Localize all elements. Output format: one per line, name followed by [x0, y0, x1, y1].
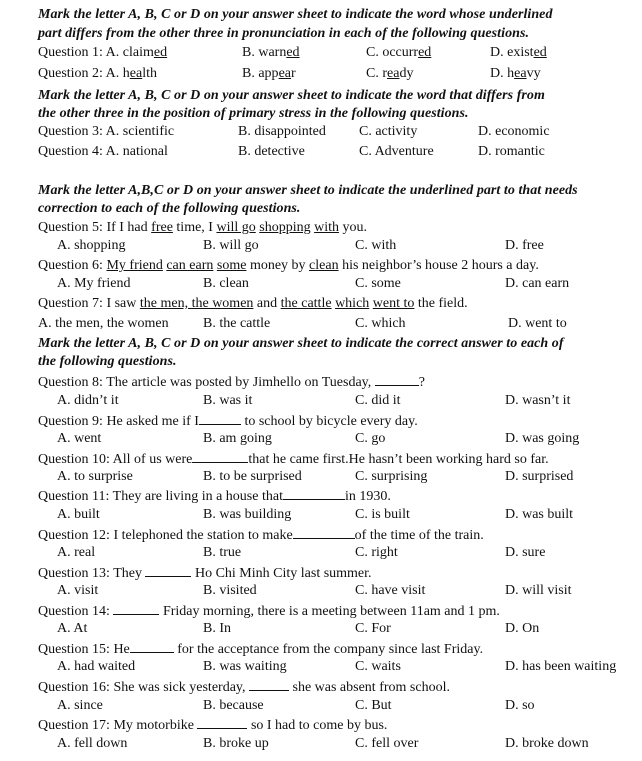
text-segment: to school by bicycle every day.: [240, 414, 418, 429]
answer-blank: [113, 602, 159, 615]
underlined-text: with: [314, 220, 339, 235]
option-a: Question 4: A. national: [38, 144, 168, 159]
answer-blank: [145, 564, 191, 577]
question-15-options: [0, 658, 642, 675]
option-b: B. the cattle: [203, 316, 271, 331]
underlined-text: ea: [278, 66, 291, 81]
option-a: A. had waited: [57, 659, 136, 674]
answer-blank: [375, 373, 419, 386]
answer-blank: [197, 716, 247, 729]
question-6-stem: [38, 257, 539, 274]
answer-blank: [192, 450, 248, 463]
option-d: D. free: [505, 238, 544, 253]
question-16-stem: [38, 678, 450, 696]
instruction-pronunciation-line-2: part differs from the other three in pronunciation in each of the following questions.: [38, 26, 529, 41]
option-a: [38, 44, 167, 61]
option-b: B. am going: [203, 431, 272, 446]
underlined-text: went to: [372, 296, 415, 311]
text-segment: for the acceptance from the company since last Friday.: [173, 642, 484, 657]
question-14-stem: [38, 602, 500, 620]
text-segment: vy: [526, 66, 541, 81]
question-6-options: [0, 275, 642, 292]
text-segment: Question 13: They: [38, 566, 146, 581]
option-c: C. which: [355, 316, 406, 331]
question-2: [0, 65, 642, 82]
option-c: [366, 65, 413, 82]
answer-blank: [199, 412, 241, 425]
question-14-options: [0, 620, 642, 637]
question-9-stem: [38, 412, 418, 430]
option-b: B. will go: [203, 238, 259, 253]
instruction-pronunciation-line-1: Mark the letter A, B, C or D on your answer sheet to indicate the word whose underlined: [38, 7, 553, 22]
option-d: D. can earn: [505, 276, 570, 291]
question-11-options: [0, 506, 642, 523]
option-a: A. fell down: [57, 736, 128, 751]
underlined-text: My friend: [106, 258, 163, 273]
underlined-text: ea: [129, 66, 143, 81]
question-3: [0, 123, 642, 140]
question-4: [0, 143, 642, 160]
text-segment: Question 9: He asked me if I: [38, 414, 199, 429]
option-d: D. has been waiting: [505, 659, 617, 674]
answer-blank: [130, 640, 174, 653]
option-d: D. wasn’t it: [505, 393, 571, 408]
text-segment: C. occurr: [366, 45, 419, 60]
question-8-stem: [38, 373, 425, 391]
question-13-options: [0, 582, 642, 599]
underlined-text: which: [335, 296, 370, 311]
option-d: [490, 65, 541, 82]
option-b: B. to be surprised: [203, 469, 302, 484]
option-b: B. detective: [238, 144, 305, 159]
question-7-options: [0, 315, 642, 332]
text-segment: money by: [246, 258, 310, 273]
question-5-stem: [38, 219, 367, 236]
option-a: A. real: [57, 545, 96, 560]
instruction-stress-line-1: Mark the letter A, B, C or D on your answer sheet to indicate the word that differs from: [38, 88, 545, 103]
question-8-options: [0, 392, 642, 409]
option-b: B. In: [203, 621, 231, 636]
text-segment: that he came first.He hasn’t been working hard so far.: [248, 452, 549, 467]
option-c: C. Adventure: [359, 144, 434, 159]
text-segment: dy: [399, 66, 414, 81]
option-b: B. disappointed: [238, 124, 326, 139]
question-16-options: [0, 697, 642, 714]
option-d: D. went to: [508, 316, 567, 331]
option-b: B. was waiting: [203, 659, 287, 674]
option-b: B. visited: [203, 583, 257, 598]
option-a: A. shopping: [57, 238, 126, 253]
text-segment: she was absent from school.: [289, 680, 450, 695]
text-segment: D. exist: [490, 45, 534, 60]
option-b: [242, 65, 296, 82]
option-c: C. activity: [359, 124, 418, 139]
text-segment: the field.: [414, 296, 468, 311]
instruction-error-line-2: correction to each of the following questions.: [38, 201, 301, 216]
option-a: A. My friend: [57, 276, 131, 291]
instruction-correct-line-2: the following questions.: [38, 354, 177, 369]
text-segment: Question 10: All of us were: [38, 452, 193, 467]
underlined-text: ea: [514, 66, 527, 81]
option-c: C. with: [355, 238, 397, 253]
option-d: D. broke down: [505, 736, 589, 751]
text-segment: Question 2: A. h: [38, 66, 130, 81]
question-12-options: [0, 544, 642, 561]
instruction-stress-line-2: the other three in the position of primary stress in the following questions.: [38, 106, 469, 121]
option-d: D. On: [505, 621, 540, 636]
option-a: A. built: [57, 507, 100, 522]
text-segment: and: [253, 296, 281, 311]
text-segment: ?: [418, 375, 425, 390]
text-segment: you.: [338, 220, 367, 235]
option-d: D. economic: [478, 124, 550, 139]
underlined-text: the cattle: [280, 296, 332, 311]
text-segment: B. warn: [242, 45, 287, 60]
option-c: [366, 44, 431, 61]
underlined-text: can earn: [166, 258, 214, 273]
text-segment: Question 15: He: [38, 642, 130, 657]
question-17-stem: [38, 716, 387, 734]
question-10-options: [0, 468, 642, 485]
underlined-text: the men, the women: [139, 296, 254, 311]
option-b: [242, 44, 300, 61]
underlined-text: will go: [216, 220, 256, 235]
question-1: [0, 44, 642, 61]
text-segment: Question 8: The article was posted by Jimhello on Tuesday,: [38, 375, 375, 390]
question-5-options: [0, 237, 642, 254]
answer-blank: [249, 678, 289, 691]
text-segment: Question 5: If I had: [38, 220, 152, 235]
option-d: D. was built: [505, 507, 574, 522]
option-a: A. to surprise: [57, 469, 133, 484]
text-segment: Question 11: They are living in a house that: [38, 489, 283, 504]
option-c: C. some: [355, 276, 401, 291]
text-segment: Question 1: A. claim: [38, 45, 154, 60]
text-segment: Question 6:: [38, 258, 107, 273]
text-segment: C. r: [366, 66, 387, 81]
option-c: C. For: [355, 621, 391, 636]
option-a: A. since: [57, 698, 103, 713]
text-segment: Question 16: She was sick yesterday,: [38, 680, 249, 695]
text-segment: his neighbor’s house 2 hours a day.: [338, 258, 539, 273]
answer-blank: [283, 487, 345, 500]
option-b: B. because: [203, 698, 264, 713]
option-d: D. so: [505, 698, 535, 713]
option-c: C. is built: [355, 507, 410, 522]
text-segment: Ho Chi Minh City last summer.: [191, 566, 372, 581]
question-12-stem: [38, 526, 484, 544]
text-segment: Question 12: I telephoned the station to make: [38, 528, 293, 543]
option-a: A. the men, the women: [38, 316, 169, 331]
underlined-text: some: [216, 258, 247, 273]
text-segment: in 1930.: [344, 489, 391, 504]
option-b: B. broke up: [203, 736, 269, 751]
option-d: D. surprised: [505, 469, 574, 484]
option-b: B. true: [203, 545, 242, 560]
option-c: C. fell over: [355, 736, 419, 751]
question-9-options: [0, 430, 642, 447]
underlined-text: shopping: [259, 220, 311, 235]
option-a: Question 3: A. scientific: [38, 124, 175, 139]
text-segment: r: [291, 66, 296, 81]
underlined-text: ed: [286, 45, 300, 60]
option-c: C. surprising: [355, 469, 428, 484]
option-a: A. At: [57, 621, 88, 636]
option-a: A. visit: [57, 583, 99, 598]
option-c: C. go: [355, 431, 386, 446]
instruction-correct-line-1: Mark the letter A, B, C or D on your answer sheet to indicate the correct answer to each of: [38, 336, 564, 351]
text-segment: Question 14:: [38, 604, 114, 619]
option-b: B. clean: [203, 276, 249, 291]
question-15-stem: [38, 640, 483, 658]
option-d: D. romantic: [478, 144, 545, 159]
text-segment: Friday morning, there is a meeting between 11am and 1 pm.: [159, 604, 500, 619]
option-d: D. will visit: [505, 583, 572, 598]
answer-blank: [293, 526, 355, 539]
question-10-stem: [38, 450, 549, 468]
instruction-error-line-1: Mark the letter A,B,C or D on your answer sheet to indicate the underlined part to that needs: [38, 183, 578, 198]
underlined-text: ed: [153, 45, 168, 60]
text-segment: so I had to come by bus.: [247, 718, 388, 733]
underlined-text: ed: [418, 45, 432, 60]
underlined-text: clean: [309, 258, 339, 273]
option-c: C. did it: [355, 393, 401, 408]
question-11-stem: [38, 487, 391, 505]
underlined-text: free: [151, 220, 173, 235]
option-a: A. went: [57, 431, 102, 446]
text-segment: lth: [142, 66, 157, 81]
option-c: C. waits: [355, 659, 401, 674]
text-segment: Question 7: I saw: [38, 296, 140, 311]
text-segment: Question 17: My motorbike: [38, 718, 198, 733]
text-segment: B. app: [242, 66, 279, 81]
option-b: B. was it: [203, 393, 253, 408]
option-a: A. didn’t it: [57, 393, 119, 408]
option-c: C. But: [355, 698, 392, 713]
question-13-stem: [38, 564, 372, 582]
text-segment: D. h: [490, 66, 515, 81]
option-c: C. have visit: [355, 583, 426, 598]
option-d: [490, 44, 547, 61]
text-segment: time, I: [172, 220, 217, 235]
text-segment: of the time of the train.: [354, 528, 484, 543]
option-b: B. was building: [203, 507, 292, 522]
question-17-options: [0, 735, 642, 752]
option-d: D. sure: [505, 545, 546, 560]
underlined-text: ed: [533, 45, 547, 60]
option-d: D. was going: [505, 431, 580, 446]
option-a: [38, 65, 157, 82]
question-7-stem: [38, 295, 468, 312]
underlined-text: ea: [387, 66, 400, 81]
option-c: C. right: [355, 545, 398, 560]
